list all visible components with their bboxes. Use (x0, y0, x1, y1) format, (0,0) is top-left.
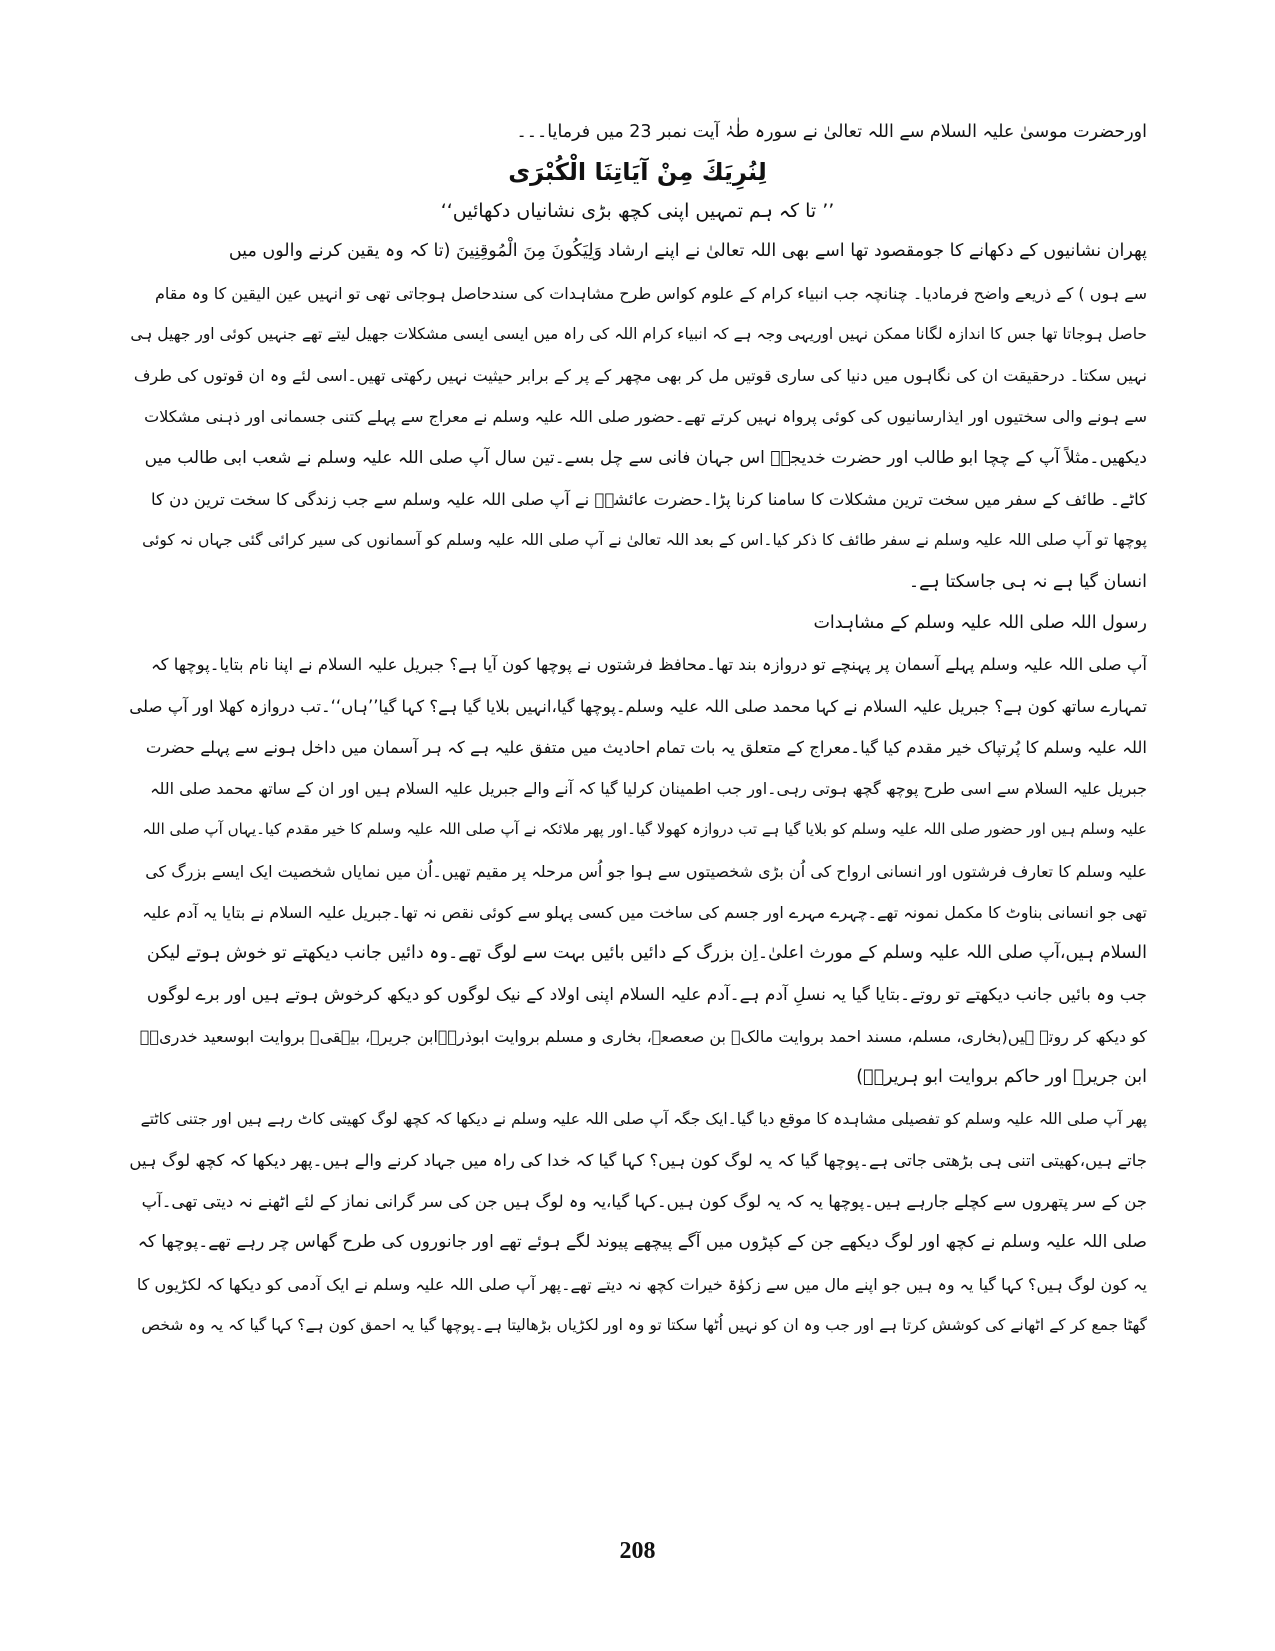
text-line: انسان گیا ہے نہ ہی جاسکتا ہے۔ (908, 571, 1147, 592)
text-line: پھر آپ صلی اللہ علیہ وسلم کو تفصیلی مشاہدہ کا موقع دیا گیا۔ایک جگہ آپ صلی اللہ علیہ وسلم نے دیکھا کہ کچھ لوگ کھیتی کاٹ رہے ہیں اور جتنی کاٹتے (140, 1109, 1147, 1128)
text-line: السلام ہیں،آپ صلی اللہ علیہ وسلم کے مورث اعلیٰ۔اِن بزرگ کے دائیں بائیں بہت سے لوگ تھے۔وہ دائیں جانب دیکھتے تو خوش ہوتے لیکن (146, 943, 1147, 964)
page-number: 208 (619, 1538, 656, 1564)
text-line: کاٹے۔ طائف کے سفر میں سخت ترین مشکلات کا سامنا کرنا پڑا۔حضرت عائشہؓ نے آپ صلی اللہ علیہ وسلم سے جب زندگی کا سخت ترین دن کا (150, 490, 1147, 510)
text-line: دیکھیں۔مثلاً آپ کے چچا ابو طالب اور حضرت خدیجہؓ اس جہان فانی سے چل بسے۔تین سال آپ صلی اللہ علیہ وسلم نے شعب ابی طالب میں (144, 447, 1147, 468)
paragraph-3 (128, 1099, 1147, 1347)
text-line: علیہ وسلم کا تعارف فرشتوں اور انسانی ارواح کی اُن بڑی شخصیتوں سے ہوا جو اُس مرحلہ پر مقیم تھیں۔اُن میں نمایاں شخصیت ایک ایسے بزرگ کی (145, 861, 1147, 881)
text-line: جبریل علیہ السلام سے اسی طرح پوچھ گچھ ہوتی رہی۔اور جب اطمینان کرلیا گیا کہ آنے والے جبریل علیہ السلام ہیں اور ان کے ساتھ محمد صلی اللہ (150, 779, 1147, 799)
text-line: ابن جریرؒ اور حاکم بروایت ابو ہریرہؓ) (856, 1067, 1147, 1088)
text-line: جاتے ہیں،کھیتی اتنی ہی بڑھتی جاتی ہے۔پوچھا گیا کہ یہ لوگ کون ہیں؟ کہا گیا کہ خدا کی راہ میں جہاد کرنے والے ہیں۔پھر دیکھا کہ کچھ لوگ ہیں (129, 1150, 1147, 1170)
text-line: تمہارے ساتھ کون ہے؟ جبریل علیہ السلام نے کہا محمد صلی اللہ علیہ وسلم۔پوچھا گیا،انہیں بلایا گیا ہے؟ کہا گیا’’ہاں‘‘۔تب دروازہ کھلا اور آپ صلی (129, 696, 1147, 716)
text-line: اللہ علیہ وسلم کا پُرتپاک خیر مقدم کیا گیا۔معراج کے متعلق یہ بات تمام احادیث میں متفق علیہ ہے کہ ہر آسمان میں داخل ہونے سے پہلے حضرت (145, 737, 1147, 757)
text-line: جب وہ بائیں جانب دیکھتے تو روتے۔بتایا گیا یہ نسلِ آدم ہے۔آدم علیہ السلام اپنی اولاد کے نیک لوگوں کو دیکھ کرخوش ہوتے ہیں اور برے لوگوں (146, 984, 1147, 1005)
quran-verse: لِنُرِيَكَ مِنْ آيَاتِنَا الْكُبْرَى (508, 158, 767, 187)
text-line: سے ہونے والی سختیوں اور ایذارسانیوں کی کوئی پرواہ نہیں کرتے تھے۔حضور صلی اللہ علیہ وسلم نے معراج سے پہلے کتنی جسمانی اور ذہنی مشکلات (144, 407, 1147, 427)
paragraph-2 (128, 644, 1147, 1098)
text-line: کو دیکھ کر روتے ہیں(بخاری، مسلم، مسند احمد بروایت مالکؓ بن صعصعہ، بخاری و مسلم بروایت ابوذرؓ۔ابن جریرؒ، بیہقیؒ بروایت ابوسعید خدریؓ۔ (139, 1026, 1147, 1046)
section-heading: رسول اللہ صلی اللہ علیہ وسلم کے مشاہدات (813, 612, 1147, 633)
text-line: گھٹا جمع کر کے اٹھانے کی کوشش کرتا ہے اور جب وہ ان کو نہیں اُٹھا سکتا تو وہ اور لکڑیاں بڑھالیتا ہے۔پوچھا گیا یہ احمق کون ہے؟ کہا گیا کہ یہ وہ شخص (141, 1316, 1147, 1335)
text-line: آپ صلی اللہ علیہ وسلم پہلے آسمان پر پہنچے تو دروازہ بند تھا۔محافظ فرشتوں نے پوچھا کون آیا ہے؟ جبریل علیہ السلام نے اپنا نام بتایا۔پوچھا کہ (151, 655, 1147, 675)
verse-translation: ’’ تا کہ ہم تمہیں اپنی کچھ بڑی نشانیاں دکھائیں‘‘ (440, 200, 835, 223)
text-line: پوچھا تو آپ صلی اللہ علیہ وسلم نے سفر طائف کا ذکر کیا۔اس کے بعد اللہ تعالیٰ نے آپ صلی اللہ علیہ وسلم کو آسمانوں کی سیر کرائی گئی جہاں نہ کوئی (142, 531, 1147, 550)
intro-line: اورحضرت موسیٰ علیہ السلام سے اللہ تعالیٰ نے سورہ طٰہٰ آیت نمبر 23 میں فرمایا۔۔۔ (516, 122, 1147, 142)
text-line: سے ہوں ) کے ذریعے واضح فرمادیا۔ چنانچہ جب انبیاء کرام کے علوم کواس طرح مشاہدات کی سندحاصل ہوجاتی تھی تو انہیں عین الیقین کا وہ مقام (155, 283, 1147, 303)
text-line: نہیں سکتا۔ درحقیقت ان کی نگاہوں میں دنیا کی ساری قوتیں مل کر بھی مچھر کے پر کے برابر حیثیت نہیں رکھتی تھیں۔اسی لئے وہ ان قوتوں کی طرف (133, 366, 1147, 386)
text-line: یہ کون لوگ ہیں؟ کہا گیا یہ وہ ہیں جو اپنے مال میں سے زکوٰۃ خیرات کچھ نہ دیتے تھے۔پھر آپ صلی اللہ علیہ وسلم نے ایک آدمی کو دیکھا کہ لکڑیوں کا (136, 1274, 1147, 1294)
paragraph-1 (128, 231, 1147, 603)
text-line: تھی جو انسانی بناوٹ کا مکمل نمونہ تھے۔چہرے مہرے اور جسم کی ساخت میں کسی پہلو سے کوئی نقص نہ تھا۔جبریل علیہ السلام نے بتایا یہ آدم علیہ (142, 903, 1147, 923)
text-line: صلی اللہ علیہ وسلم نے کچھ اور لوگ دیکھے جن کے کپڑوں میں آگے پیچھے پیوند لگے ہوئے تھے اور جانوروں کی طرح گھاس چر رہے تھے۔پوچھا کہ (137, 1232, 1147, 1253)
text-line: پھران نشانیوں کے دکھانے کا جومقصود تھا اسے بھی اللہ تعالیٰ نے اپنے ارشاد وَلِيَكُونَ مِنَ الْمُوقِنِينَ (تا کہ وہ یقین کرنے والوں میں (228, 241, 1147, 262)
text-line: جن کے سر پتھروں سے کچلے جارہے ہیں۔پوچھا یہ کہ یہ لوگ کون ہیں۔کہا گیا،یہ وہ لوگ ہیں جن کی سر گرانی نماز کے لئے اٹھنے نہ دیتی تھی۔آپ (141, 1192, 1147, 1212)
text-line: حاصل ہوجاتا تھا جس کا اندازہ لگانا ممکن نہیں اوریہی وجہ ہے کہ انبیاء کرام اللہ کی راہ میں ایسی ایسی مشکلات جھیل لیتے تھے جنہیں کوئی اور جھیل ہی (130, 324, 1147, 343)
text-line: علیہ وسلم ہیں اور حضور صلی اللہ علیہ وسلم کو بلایا گیا ہے تب دروازہ کھولا گیا۔اور پھر ملائکہ نے آپ صلی اللہ علیہ وسلم کا خیر مقدم کیا۔یہاں آپ صلی اللہ (142, 820, 1147, 839)
